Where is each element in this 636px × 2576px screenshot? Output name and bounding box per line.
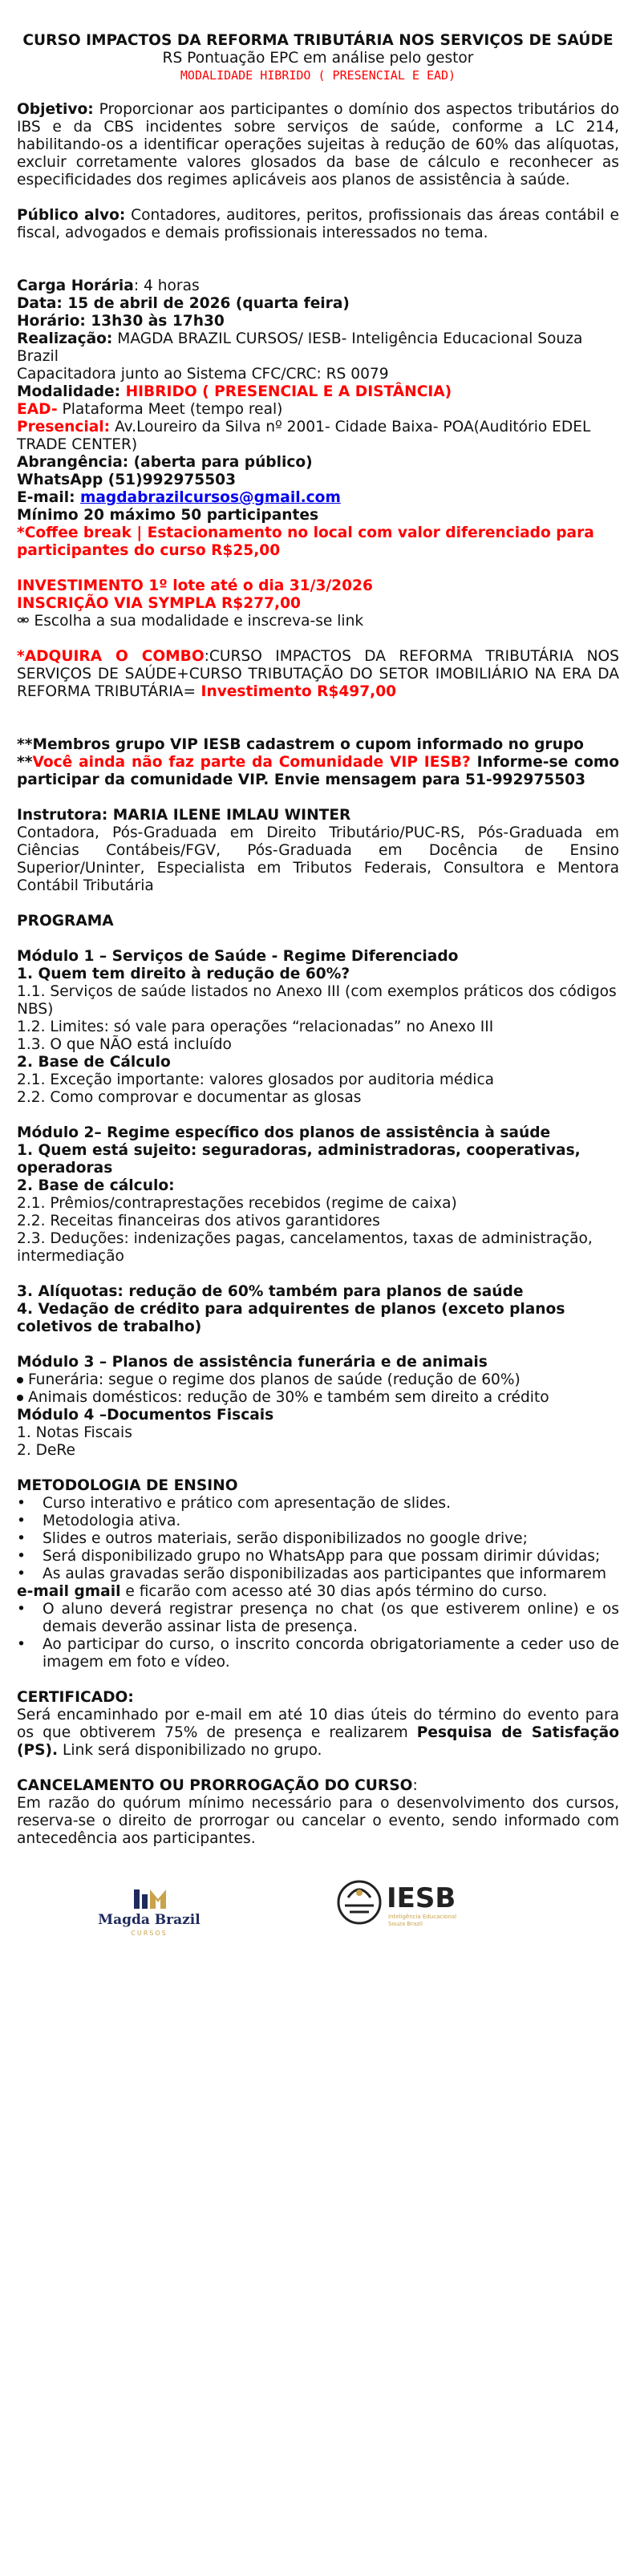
realization-label: Realização: [17,330,113,347]
objective-label: Objetivo: [17,101,94,118]
module-2-item: 2.2. Receitas financeiras dos ativos garantidores [17,1213,380,1229]
objective-text: Proporcionar aos participantes o domínio dos aspectos tributários do IBS e da CBS incidentes sobre serviços de saúde, conforme a LC 214, habilitando-os a identificar operações sujeitas à redução de 60% das alíquotas, excluir corretamente valores glosados da base de cálculo e reconhecer as especificidades dos regimes aplicáveis aos planos de assistência à saúde. [17,101,619,188]
module-2-item: 2.1. Prêmios/contraprestações recebidos (regime de caixa) [17,1195,457,1212]
module-1-title: Módulo 1 – Serviços de Saúde - Regime Diferenciado [17,948,459,965]
footer-logos [17,1872,619,1944]
email-label: E-mail: [17,489,80,506]
iesb-sub2: Souza Brazil [388,1921,423,1927]
iesb-logo [334,1872,478,1934]
presencial-label: Presencial: [17,419,111,435]
module-2-title: Módulo 2– Regime específico dos planos de assistência à saúde [17,1124,551,1141]
methodology-list [17,1495,619,1583]
module-2-item: 2.3. Deduções: indenizações pagas, cancelamentos, taxas de administração, intermediação [17,1230,593,1265]
date-line: Data: 15 de abril de 2026 (quarta feira) [17,295,350,312]
cancellation-block [17,1777,619,1848]
gmail-label: e-mail gmail [17,1583,121,1600]
audience-label: Público alvo: [17,207,126,224]
module-3-item: Animais domésticos: redução de 30% e também sem direito a crédito [17,1389,619,1407]
investment-block [17,577,619,630]
ead-value: Plataforma Meet (tempo real) [57,401,283,418]
modality-line [17,383,619,401]
recorded-access-line [17,1583,619,1601]
list-item: • Metodologia ativa. [17,1513,619,1530]
module-4-title: Módulo 4 –Documentos Fiscais [17,1407,274,1424]
list-item: • Curso interativo e prático com apresentação de slides. [17,1495,619,1513]
module-1-q2: 2. Base de Cálculo [17,1054,171,1071]
module-2-q2: 2. Base de cálculo: [17,1177,175,1194]
combo-label: *ADQUIRA O COMBO [17,648,205,665]
modality-label: Modalidade: [17,383,126,400]
bullet-icon [17,1377,23,1383]
vip-question: Você ainda não faz parte da Comunidade VIP IESB? [32,754,471,771]
module-2 [17,1124,619,1336]
time-line [17,313,619,330]
investment-sympla: INSCRIÇÃO VIA SYMPLA R$277,00 [17,595,301,612]
magda-brazil-logo [89,1886,209,1941]
list-item: • Slides e outros materiais, serão disponibilizados no google drive; [17,1530,619,1548]
vip-prefix: ** [17,754,33,771]
vip-members-line: **Membros grupo VIP IESB cadastrem o cupom informado no grupo [17,736,584,753]
module-4-item: 1. Notas Fiscais [17,1424,132,1441]
registration-line: Capacitadora junto ao Sistema CFC/CRC: RS 0079 [17,366,389,383]
module-1-item: 2.1. Exceção importante: valores glosados por auditoria médica [17,1071,495,1088]
certificate-title: CERTIFICADO: [17,1689,134,1706]
presencial-value: Av.Loureiro da Silva nº 2001- Cidade Baixa- POA(Auditório EDEL TRADE CENTER) [17,419,591,453]
course-info [17,277,619,560]
methodology-block [17,1477,619,1671]
course-flyer [17,32,619,1944]
bullet-icon [17,1395,23,1401]
list-item: • Será disponibilizado grupo no WhatsApp para que possam dirimir dúvidas; [17,1548,619,1565]
instructor-title: Instrutora: MARIA ILENE IMLAU WINTER [17,807,351,824]
cancellation-heading: CANCELAMENTO OU PRORROGAÇÃO DO CURSO: [17,1777,418,1794]
modality-banner: MODALIDADE HIBRIDO ( PRESENCIAL E EAD) [180,68,456,83]
list-item: • O aluno deverá registrar presença no chat (os que estiverem online) e os demais deverão assinar lista de presença. [17,1601,619,1636]
combo-text: :CURSO IMPACTOS DA REFORMA TRIBUTÁRIA NOS SERVIÇOS DE SAÚDE+CURSO TRIBUTAÇÃO DO SETOR IMOBILIÁRIO NA ERA DA REFORMA TRIBUTÁRIA= [17,648,619,700]
combo-paragraph [17,648,619,701]
modality-value: HIBRIDO ( PRESENCIAL E A DISTÂNCIA) [125,383,452,400]
workload-value: : 4 horas [133,277,200,294]
magda-brazil-name: Magda Brazil [98,1912,201,1928]
certificate-text: Será encaminhado por e-mail em até 10 dias úteis do término do evento para os que obtiverem 75% de presença e realizarem Pesquisa de Satisfação (PS). Link será disponibilizado no grupo. [17,1707,619,1759]
presencial-line [17,419,619,454]
methodology-title: METODOLOGIA DE ENSINO [17,1477,238,1494]
epc-note: RS Pontuação EPC em análise pelo gestor [162,50,474,67]
email-line [17,489,619,507]
course-title: CURSO IMPACTOS DA REFORMA TRIBUTÁRIA NOS SERVIÇOS DE SAÚDE [22,32,614,49]
cancellation-text: Em razão do quórum mínimo necessário para o desenvolvimento dos cursos, reserva-se o direito de prorrogar ou cancelar o evento, sendo informado com antecedência aos participantes. [17,1795,619,1847]
module-1-item: 1.2. Limites: só vale para operações “relacionadas” no Anexo III [17,1019,494,1035]
module-3 [17,1354,619,1460]
combo-price: Investimento R$497,00 [196,683,397,700]
module-1 [17,948,619,1107]
list-item: • As aulas gravadas serão disponibilizadas aos participantes que informarem [17,1565,619,1583]
program-title: PROGRAMA [17,913,114,930]
audience-paragraph [17,207,619,242]
module-2-q1: 1. Quem está sujeito: seguradoras, administradoras, cooperativas, operadoras [17,1142,581,1177]
realization-value: MAGDA BRAZIL CURSOS/ IESB- Inteligência Educacional Souza Brazil [17,330,583,365]
email-link[interactable]: magdabrazilcursos@gmail.com [80,489,341,506]
module-3-item: Funerária: segue o regime dos planos de saúde (redução de 60%) [17,1371,619,1389]
ead-label: EAD- [17,401,58,418]
vip-invite-line [17,754,619,789]
module-4-item: 2. DeRe [17,1442,75,1459]
scope-line: Abrangência: (aberta para público) [17,454,313,471]
satisfaction-survey: Pesquisa de Satisfação (PS). [17,1724,619,1759]
instructor-bio: Contadora, Pós-Graduada em Direito Tributário/PUC-RS, Pós-Graduada em Ciências Contábeis/FGV, Pós-Graduada em Docência de Ensino Superior/Uninter, Especialista em Tributos Federais, Consultora e Mentora Contábil Tributária [17,824,619,894]
list-item: • Ao participar do curso, o inscrito concorda obrigatoriamente a ceder uso de imagem em foto e vídeo. [17,1636,619,1671]
module-1-item: 1.3. O que NÃO está incluído [17,1036,232,1053]
coffee-line: *Coffee break | Estacionamento no local com valor diferenciado para participantes do curso R$25,00 [17,525,594,559]
ead-line [17,401,619,419]
investment-link[interactable]: ⚮ Escolha a sua modalidade e inscreva-se link [17,613,364,630]
participants-line: Mínimo 20 máximo 50 participantes [17,507,319,524]
magda-brazil-sub: CURSOS [131,1930,168,1937]
realization-line [17,330,619,366]
time-value: 13h30 às 17h30 [91,313,225,330]
recorded-access-text: e ficarão com acesso até 30 dias após término do curso. [120,1583,548,1600]
investment-lot: INVESTIMENTO 1º lote até o dia 31/3/2026 [17,577,373,594]
certificate-block [17,1689,619,1760]
iesb-name: IESB [387,1882,456,1914]
module-1-item: 1.1. Serviços de saúde listados no Anexo III (com exemplos práticos dos códigos NBS) [17,983,617,1018]
methodology-list-2 [17,1601,619,1671]
workload-label: Carga Horária [17,277,134,294]
module-2-q3: 3. Alíquotas: redução de 60% também para planos de saúde [17,1283,524,1300]
module-3-title: Módulo 3 – Planos de assistência funerária e de animais [17,1354,488,1371]
cancellation-title: CANCELAMENTO OU PRORROGAÇÃO DO CURSO [17,1777,413,1794]
vip-instructions: Informe-se como participar da comunidade VIP. Envie mensagem para 51-992975503 [17,754,619,788]
objective-paragraph [17,101,619,189]
iesb-sub1: Inteligência Educacional [388,1914,457,1920]
workload-line [17,277,619,295]
module-1-q1: 1. Quem tem direito à redução de 60%? [17,966,350,982]
module-2-q4: 4. Vedação de crédito para adquirentes de planos (exceto planos coletivos de trabalho) [17,1301,565,1335]
time-label: Horário: [17,313,91,330]
audience-text: Contadores, auditores, peritos, profissionais das áreas contábil e fiscal, advogados e demais profissionais interessados no tema. [17,207,619,241]
module-1-item: 2.2. Como comprovar e documentar as glosas [17,1089,362,1106]
whatsapp-line: WhatsApp (51)992975503 [17,472,237,488]
